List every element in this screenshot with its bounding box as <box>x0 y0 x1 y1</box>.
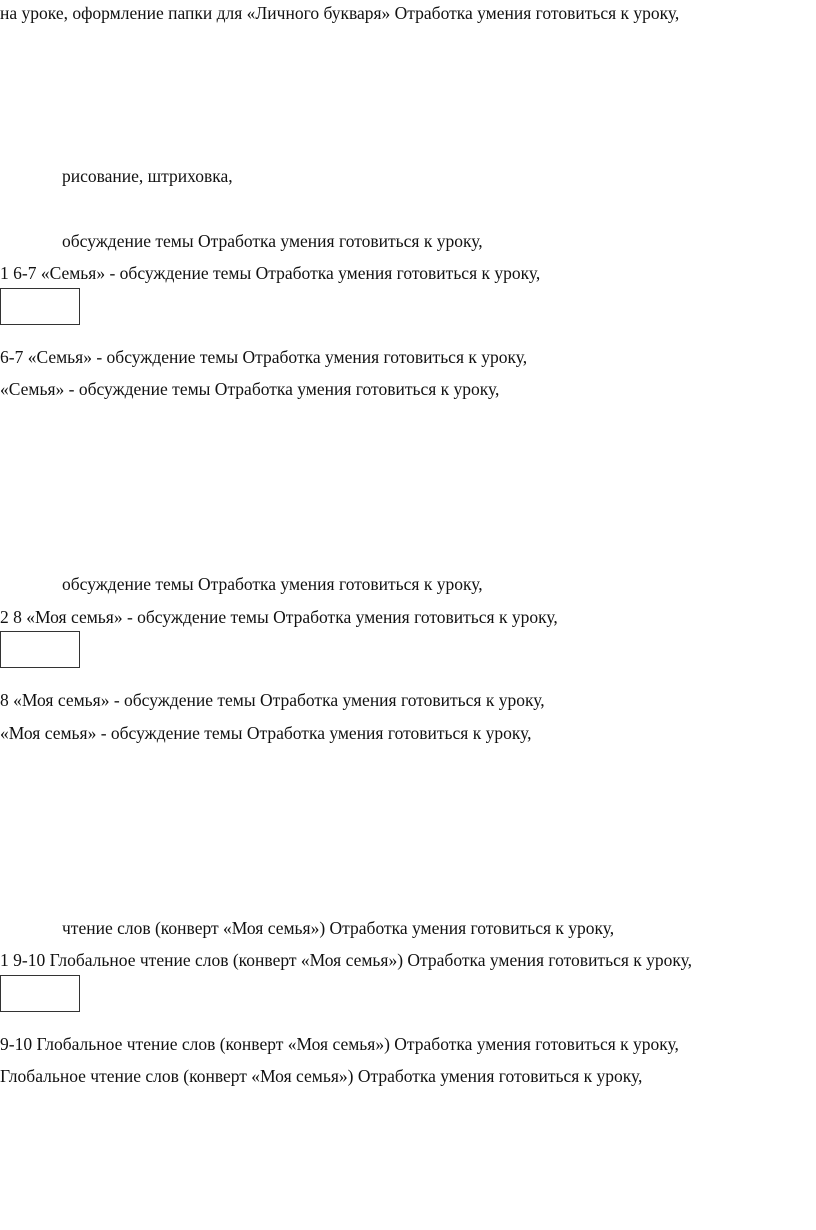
paragraph-line: 9-10 Глобальное чтение слов (конверт «Моя семья») Отработка умения готовиться к уроку, <box>0 1033 679 1054</box>
paragraph-line: «Семья» - обсуждение темы Отработка умения готовиться к уроку, <box>0 379 500 399</box>
paragraph-line: 1 6-7 «Семья» - обсуждение темы Отработка умения готовиться к уроку, <box>0 263 541 283</box>
paragraph-line: 6-7 «Семья» - обсуждение темы Отработка умения готовиться к уроку, <box>0 346 528 367</box>
empty-table-cell <box>0 631 80 668</box>
list-item-continuation: обсуждение темы Отработка умения готовиться к уроку, <box>62 574 483 594</box>
paragraph-line: 2 8 «Моя семья» - обсуждение темы Отработка умения готовиться к уроку, <box>0 606 558 627</box>
paragraph-line: 1 9-10 Глобальное чтение слов (конверт «Моя семья») Отработка умения готовиться к уроку, <box>0 950 693 970</box>
paragraph-line: «Моя семья» - обсуждение темы Отработка умения готовиться к уроку, <box>0 722 532 743</box>
list-item-continuation: рисование, штриховка, <box>62 165 233 186</box>
empty-table-cell <box>0 288 80 325</box>
list-item-continuation: обсуждение темы Отработка умения готовиться к уроку, <box>62 230 483 251</box>
paragraph-line: на уроке, оформление папки для «Личного букваря» Отработка умения готовиться к уроку, <box>0 3 680 23</box>
list-item-continuation: чтение слов (конверт «Моя семья») Отработка умения готовиться к уроку, <box>62 917 615 938</box>
paragraph-line: 8 «Моя семья» - обсуждение темы Отработка умения готовиться к уроку, <box>0 690 545 710</box>
empty-table-cell <box>0 975 80 1012</box>
paragraph-line: Глобальное чтение слов (конверт «Моя семья») Отработка умения готовиться к уроку, <box>0 1066 643 1086</box>
